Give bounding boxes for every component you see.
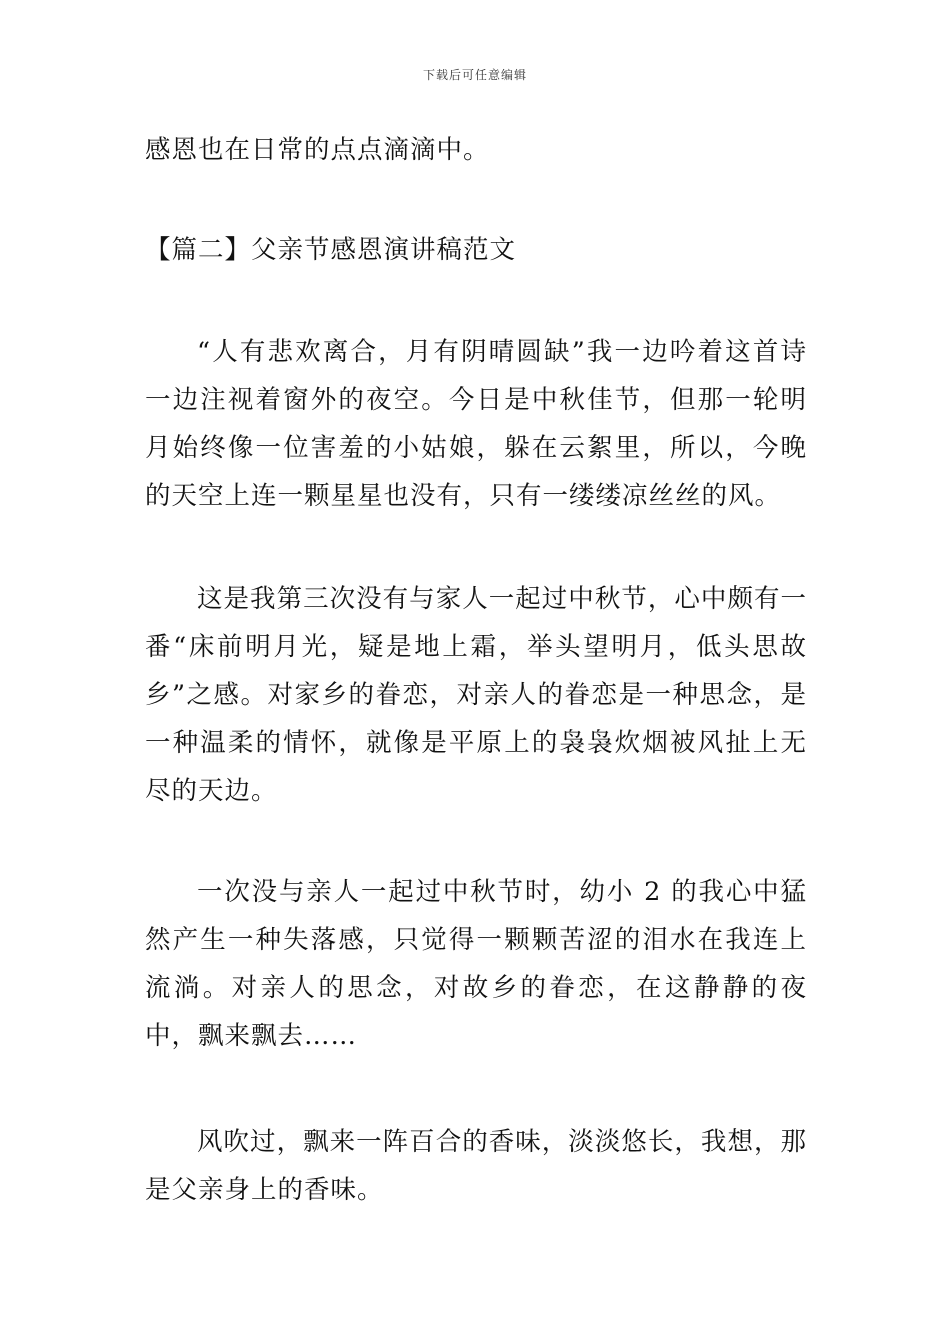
paragraph: “人有悲欢离合，月有阴晴圆缺”我一边吟着这首诗一边注视着窗外的夜空。今日是中秋佳节，但那一轮明月始终像一位害羞的小姑娘，躲在云絮里，所以，今晚的天空上连一颗星星也没有，只有一缕缕凉丝丝的风。 (145, 337, 807, 511)
paragraph: 一次没与亲人一起过中秋节时，幼小 2 的我心中猛然产生一种失落感，只觉得一颗颗苦涩的泪水在我连上流淌。对亲人的思念，对故乡的眷恋，在这静静的夜中，飘来飘去…… (145, 877, 807, 1051)
paragraph: 风吹过，飘来一阵百合的香味，淡淡悠长，我想，那是父亲身上的香味。 (145, 1127, 807, 1205)
page-header: 下载后可任意编辑 (422, 68, 527, 82)
paragraph: 这是我第三次没有与家人一起过中秋节，心中颇有一番“床前明月光，疑是地上霜，举头望明月，低头思故乡”之感。对家乡的眷恋，对亲人的眷恋是一种思念，是一种温柔的情怀，就像是平原上的袅袅炊烟被风扯上无尽的天边。 (145, 584, 807, 806)
section-heading: 【篇二】父亲节感恩演讲稿范文 (145, 235, 517, 265)
intro-line: 感恩也在日常的点点滴滴中。 (145, 135, 490, 165)
